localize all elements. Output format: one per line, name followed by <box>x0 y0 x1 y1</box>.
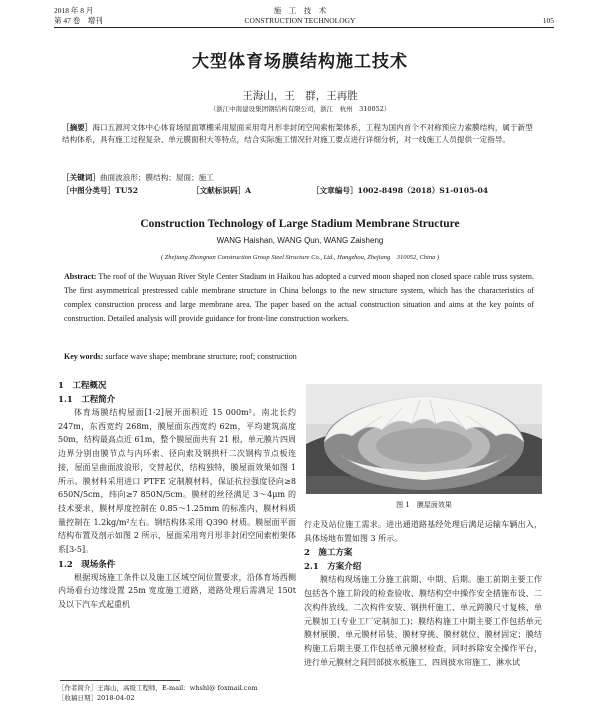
keywords-en-label: Key words: <box>64 352 104 361</box>
abstract-en <box>64 270 534 326</box>
header-date-issue <box>54 6 103 26</box>
header-journal <box>200 6 400 26</box>
header-journal-cn: 施 工 技 术 <box>273 6 327 15</box>
right-column <box>304 518 542 669</box>
section-1-1-text: 体育场膜结构屋面[1-2]展开面积近 15 000m²。南北长约 247m，东西宽约 268m，膜屋面东西宽约 62m，平均建筑高度 50m，结构最高点近 61m，整个膜屋面共有 21 根，单元膜片四周边界分别由膜节点与内环索、径向索及钢拱杆二次钢构节点板连接，屋面呈曲面波浪形，交替起伏，结构独特，膜屋面效果如图 1 所示。膜材料采用进口 PTFE 定制膜材料，保证抗拉强度径向≥8 650N/5cm，纬向≥7 850N/5cm。膜材的丝径满足 3～4μm 的技术要求，膜材厚度控制在 0.85～1.25mm 的标准内，膜材料质量控制在 1.2kg/m²左右。钢结构体采用 Q390 材质。膜屋面平面结构布置及剖示如图 2 所示，屋面采用弯月形非封闭空间索桁架体系[3-5]。 <box>58 408 296 555</box>
keywords-cn-text: 曲面波浪形；膜结构；屋面；施工 <box>99 173 214 182</box>
header-date: 2018 年 8 月 <box>54 6 94 15</box>
doc-code: ［文献标识码］A <box>192 186 252 195</box>
affiliation-en: ( Zhejiang Zhongnan Construction Group Steel Structure Co., Ltd., Hangzhou, Zhejiang 310052, China ) <box>160 254 440 261</box>
figure-1-caption: 图 1 膜屋面效果 <box>396 501 452 509</box>
keywords-cn-label: ［关键词］ <box>62 173 100 182</box>
section-2-heading: 2 施工方案 <box>304 548 353 559</box>
article-number: ［文章编号］1002-8498（2018）S1-0105-04 <box>312 186 489 195</box>
authors-cn: 王海山，王 群，王再胜 <box>242 90 358 102</box>
author-info: ［作者简介］王海山，高级工程师，E-mail：whshl@ foxmail.com <box>58 684 258 692</box>
keywords-en <box>64 350 542 364</box>
figure-1-stadium-photo <box>306 384 542 494</box>
affiliation-cn: （浙江中南建设集团钢结构有限公司，浙江 杭州 310052） <box>209 105 391 113</box>
keywords-cn <box>62 172 540 184</box>
left-column <box>58 380 296 612</box>
title-cn: 大型体育场膜结构施工技术 <box>192 52 408 72</box>
abstract-en-label: Abstract: <box>64 272 97 281</box>
section-1-1-heading: 1.1 工程简介 <box>58 395 116 405</box>
received-date: ［收稿日期］2018-04-02 <box>58 694 135 702</box>
footnote-rule <box>60 680 180 681</box>
section-1-2-continued: 行走及站位施工需求。进出通道路基经处理后满足运输车辆出入，具体场地布置如图 3 所示。 <box>304 520 542 543</box>
section-1-heading: 1 工程概况 <box>58 381 107 391</box>
clc-number: ［中图分类号］TU52 <box>62 186 138 195</box>
footnote <box>58 683 296 703</box>
section-1-2-text: 根据现场施工条件以及施工区域空间位置要求，沿体育场西侧内场看台边缘设置 25m 宽度施工道路，道路处理后需满足 150t 及以下汽车式起重机 <box>58 572 296 610</box>
header-rule <box>54 27 554 28</box>
header-journal-en: CONSTRUCTION TECHNOLOGY <box>244 16 356 25</box>
section-1-2-heading: 1.2 现场条件 <box>58 559 116 570</box>
title-en: Construction Technology of Large Stadium Membrane Structure <box>140 218 460 230</box>
section-2-1-text: 膜结构现场施工分施工前期、中期、后期。施工前期主要工作包括各个施工阶段的检查验收、膜结构空中操作安全措施布设、二次构件放线、二次构件安装、钢拱杆施工、单元跨膜尺寸复核、单元膜加工(专业工厂定制加工)；膜结构施工中期主要工作包括单元膜材展膜、单元膜材吊装、膜材穿挑、膜材就位、膜材固定；膜结构施工后期主要工作包括单元膜材检查，同时拆除安全操作平台，进行单元膜材之间凹部披水板施工、四周披水帘施工、淋水试 <box>304 575 542 667</box>
meta-cn <box>62 185 540 197</box>
abstract-cn-label: ［摘要］ <box>62 123 93 132</box>
section-2-1-heading: 2.1 方案介绍 <box>304 562 362 573</box>
abstract-en-text: The roof of the Wuyuan River Style Center Stadium in Haikou has adopted a curved moon shaped non closed space cable truss system. The first asymmetrical prestressed cable membrane structure in China belongs to the new structure system, which has the characteristics of complex construction process and large membrane area. The paper based on the actual construction situation and aims at the key points of construction. Detailed analysis will provide guidance for front-line construction workers. <box>64 272 534 323</box>
authors-en: WANG Haishan, WANG Qun, WANG Zaisheng <box>216 236 384 245</box>
header-issue: 第 47 卷 增刊 <box>54 16 103 25</box>
page-number: 105 <box>542 16 554 25</box>
keywords-en-text: surface wave shape; membrane structure; roof; construction <box>103 352 297 361</box>
abstract-cn <box>62 122 540 146</box>
abstract-cn-text: 海口五源河文体中心体育场屋面罩棚采用屋面采用弯月形非封闭空间索桁架体系，工程为国内首个不对称预应力索膜结构，属于新型结构体系，具有施工过程复杂、单元膜面积大等特点，结合实际施工情况针对施工要点进行详细分析，对一线施工人员提供一定指导。 <box>62 123 533 144</box>
